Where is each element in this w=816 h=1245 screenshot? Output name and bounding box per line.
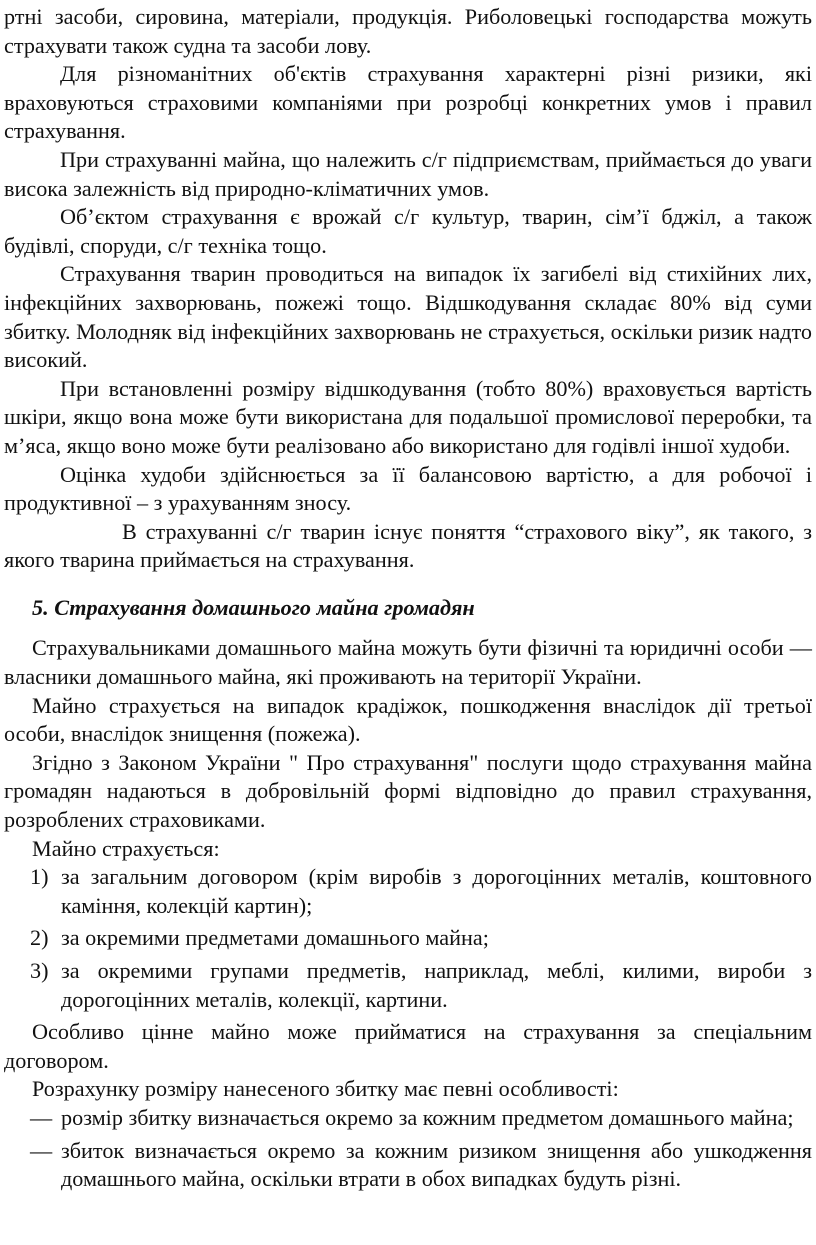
paragraph: Для різноманітних об'єктів страхування характерні різні ризики, які враховуються страховими компаніями при розробці конкретних умов і правил страхування. [4,61,812,144]
paragraph: Майно страхується: [32,835,220,861]
paragraph: При встановленні розміру відшкодування (тобто 80%) враховується вартість шкіри, якщо вона може бути використана для подальшої промислової переробки, та м’яса, якщо воно може бути реалізовано або використано для годівлі іншої худоби. [4,375,812,458]
section-home-property-insurance [4,634,812,1193]
list-item-text: розмір збитку визначається окремо за кожним предметом домашнього майна; [61,1104,794,1130]
paragraph: Страхувальниками домашнього майна можуть бути фізичні та юридичні особи — власники домашнього майна, які проживають на території України. [4,635,812,690]
paragraph: ртні засоби, сировина, матеріали, продукція. Риболовецькі господарства можуть страхувати також судна та засоби лову. [4,4,812,58]
paragraph: Розрахунку розміру нанесеного збитку має певні особливості: [32,1076,619,1102]
list-item-text: за загальним договором (крім виробів з дорогоцінних металів, коштовного каміння, колекцій картин); [61,864,812,918]
dash-marker: — [30,1137,53,1163]
paragraph: Особливо цінне майно може прийматися на страхування за спеціальним договором. [4,1019,812,1073]
list-item [4,1137,812,1194]
list-item [4,863,812,920]
list-item-number: 2) [30,925,49,951]
list-item-number: 1) [30,864,49,890]
paragraph: Згідно з Законом України " Про страхування" послуги щодо страхування майна громадян надаються в добровільній формі відповідно до правил страхування, розроблених страховиками. [4,749,812,833]
list-item [4,957,812,1014]
list-item-number: 3) [30,958,49,983]
section-agricultural-insurance [4,3,812,575]
paragraph: Об’єктом страхування є врожай с/г культур, тварин, сім’ї бджіл, а також будівлі, споруди, с/г техніка тощо. [4,204,812,258]
paragraph: Майно страхується на випадок крадіжок, пошкодження внаслідок дії третьої особи, внаслідок знищення (пожежа). [4,692,812,747]
dash-list [4,1104,812,1194]
list-item [4,1104,812,1133]
numbered-list [4,863,812,1014]
list-item-text: за окремими предметами домашнього майна; [61,925,489,951]
list-item-text: збиток визначається окремо за кожним ризиком знищення або ушкодження домашнього майна, оскільки втрати в обох випадках будуть різні. [61,1137,812,1192]
list-item-text: за окремими групами предметів, наприклад, меблі, килими, вироби з дорогоцінних металів, колекції, картини. [61,958,812,1012]
list-item [4,924,812,953]
paragraph: Оцінка худоби здійснюється за її балансовою вартістю, а для робочої і продуктивної – з урахуванням зносу. [4,461,812,516]
paragraph: При страхуванні майна, що належить с/г підприємствам, приймається до уваги висока залежність від природно-кліматичних умов. [4,146,812,201]
paragraph: Страхування тварин проводиться на випадок їх загибелі від стихійних лих, інфекційних захворювань, пожежі тощо. Відшкодування складає 80% від суми збитку. Молодняк від інфекційних захворювань не страхується, оскільки ризик надто високий. [4,261,812,373]
dash-marker: — [30,1104,53,1130]
section-heading: 5. Страхування домашнього майна громадян [32,594,475,620]
paragraph: В страхуванні с/г тварин існує поняття “страхового віку”, як такого, з якого тварина приймається на страхування. [4,518,812,573]
